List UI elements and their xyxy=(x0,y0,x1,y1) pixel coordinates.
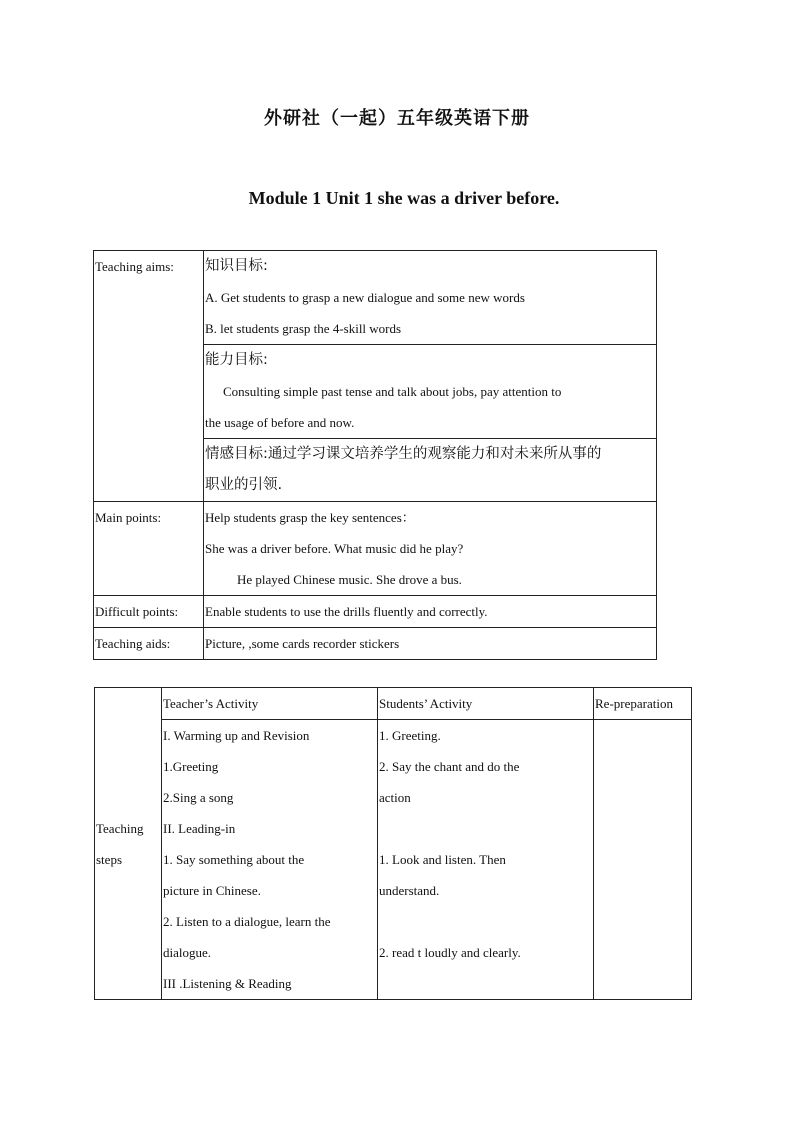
steps-label-line-1: Teaching xyxy=(96,820,144,836)
document-subtitle: Module 1 Unit 1 she was a driver before. xyxy=(248,188,560,208)
main-points-line-1: Help students grasp the key sentences： xyxy=(205,510,415,525)
ability-line-1: Consulting simple past tense and talk about jobs, pay attention to xyxy=(223,384,562,399)
students-activity-header xyxy=(378,688,594,720)
re-preparation-header-text: Re-preparation xyxy=(595,696,673,711)
main-points-cell xyxy=(204,502,657,596)
main-points-line-3: He played Chinese music. She drove a bus. xyxy=(237,572,462,587)
aims-label: Teaching aims: xyxy=(95,259,174,274)
knowledge-heading: 知识目标: xyxy=(205,258,268,274)
knowledge-aims-cell xyxy=(204,251,657,345)
emotion-line-1: 情感目标:通过学习课文培养学生的观察能力和对未来所从事的 xyxy=(205,446,602,462)
spacer xyxy=(379,813,592,844)
spacer xyxy=(379,906,592,937)
teacher-step-6: picture in Chinese. xyxy=(163,883,261,898)
emotion-aims-cell xyxy=(204,439,657,502)
difficult-points-label-cell xyxy=(94,596,204,628)
teacher-step-1: I. Warming up and Revision xyxy=(163,728,310,743)
re-preparation-cell xyxy=(594,720,692,1000)
difficult-points-label: Difficult points: xyxy=(95,604,179,619)
main-points-label: Main points: xyxy=(95,510,162,525)
re-preparation-header xyxy=(594,688,692,720)
teacher-step-8: dialogue. xyxy=(163,945,212,960)
student-step-1: 1. Greeting. xyxy=(379,728,441,743)
emotion-line-2: 职业的引领. xyxy=(205,477,283,493)
teaching-plan-table xyxy=(93,250,657,660)
knowledge-item-b: B. let students grasp the 4-skill words xyxy=(205,321,402,336)
teacher-activity-cell xyxy=(162,720,378,1000)
main-points-line-2: She was a driver before. What music did he play? xyxy=(205,541,464,556)
difficult-points-cell xyxy=(204,596,657,628)
table-row xyxy=(94,251,657,345)
knowledge-item-a: A. Get students to grasp a new dialogue and some new words xyxy=(205,290,525,305)
teaching-aids-text: Picture, ,some cards recorder stickers xyxy=(205,636,400,651)
document-title: 外研社（一起）五年级英语下册 xyxy=(264,108,530,128)
table-row xyxy=(95,720,692,1000)
teacher-step-4: II. Leading-in xyxy=(163,821,236,836)
teacher-step-3: 2.Sing a song xyxy=(163,790,234,805)
main-points-label-cell xyxy=(94,502,204,596)
students-activity-cell xyxy=(378,720,594,1000)
ability-heading: 能力目标: xyxy=(205,352,268,368)
teacher-activity-header-text: Teacher’s Activity xyxy=(163,696,259,711)
teaching-steps-table xyxy=(94,687,692,1000)
teacher-step-5: 1. Say something about the xyxy=(163,852,305,867)
teaching-aids-cell xyxy=(204,628,657,660)
table-row xyxy=(94,502,657,596)
ability-line-2: the usage of before and now. xyxy=(205,415,355,430)
student-step-6: 2. read t loudly and clearly. xyxy=(379,945,521,960)
ability-aims-cell xyxy=(204,345,657,439)
aims-label-cell xyxy=(94,251,204,502)
teacher-step-2: 1.Greeting xyxy=(163,759,219,774)
table-row xyxy=(94,628,657,660)
student-step-2: 2. Say the chant and do the xyxy=(379,759,520,774)
table-row xyxy=(95,688,692,720)
table-row xyxy=(94,596,657,628)
steps-label-line-2: steps xyxy=(96,851,122,867)
teacher-step-9: III .Listening & Reading xyxy=(163,976,292,991)
teacher-activity-header xyxy=(162,688,378,720)
students-activity-header-text: Students’ Activity xyxy=(379,696,473,711)
student-step-5: understand. xyxy=(379,883,440,898)
teacher-step-7: 2. Listen to a dialogue, learn the xyxy=(163,914,331,929)
student-step-3: action xyxy=(379,790,411,805)
student-step-4: 1. Look and listen. Then xyxy=(379,852,506,867)
steps-label-cell xyxy=(95,688,162,1000)
teaching-aids-label: Teaching aids: xyxy=(95,636,171,651)
difficult-points-text: Enable students to use the drills fluently and correctly. xyxy=(205,604,488,619)
teaching-aids-label-cell xyxy=(94,628,204,660)
